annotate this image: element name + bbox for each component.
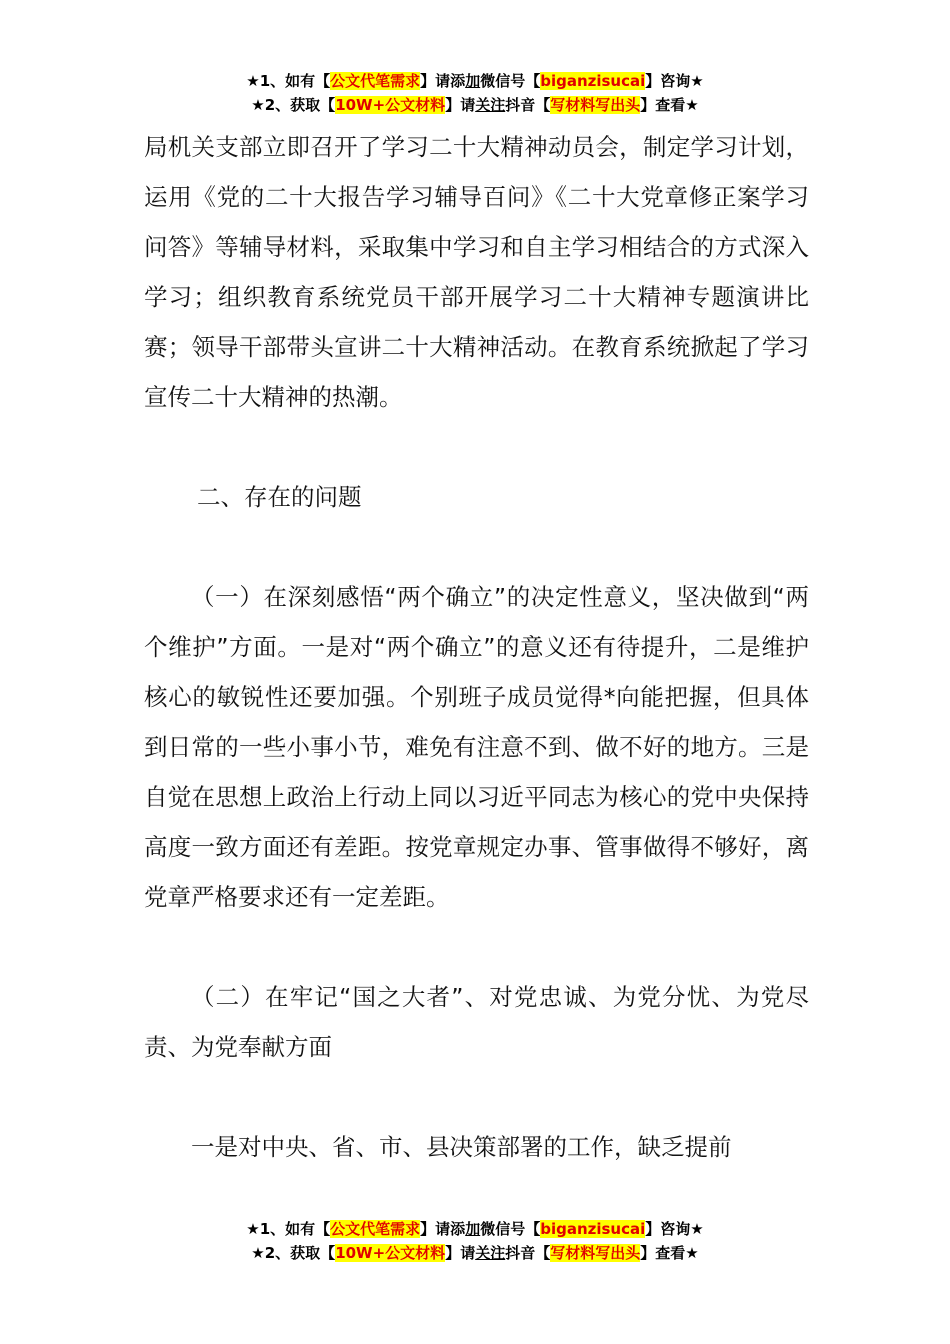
paragraph-1: 局机关支部立即召开了学习二十大精神动员会，制定学习计划，运用《党的二十大报告学习辅导百问》《二十大党章修正案学习问答》等辅导材料，采取集中学习和自主学习相结合的方式深入学习；组织教育系统党员干部开展学习二十大精神专题演讲比赛；领导干部带头宣讲二十大精神活动。在教育系统掀起了学习宣传二十大精神的热潮。 [144, 133, 809, 411]
douyin-account: 写材料写出头 [550, 1244, 641, 1262]
section-heading-problems: 二、存在的问题 [197, 483, 362, 511]
document-body [144, 122, 809, 1172]
wechat-id: biganzisucai [540, 72, 646, 90]
banner-line-1: ★1、如有【公文代笔需求】请添加微信号【biganzisucai】咨询★ [246, 72, 704, 90]
banner-highlight: 公文代笔需求 [330, 72, 421, 90]
banner-line-2: ★2、获取【10W+公文材料】请关注抖音【写材料写出头】查看★ [251, 96, 699, 114]
footer-banner-line-2: ★2、获取【10W+公文材料】请关注抖音【写材料写出头】查看★ [251, 1244, 699, 1262]
footer-banner-line-1: ★1、如有【公文代笔需求】请添加微信号【biganzisucai】咨询★ [246, 1220, 704, 1238]
paragraph-problem-2-body: 一是对中央、省、市、县决策部署的工作，缺乏提前 [191, 1133, 732, 1161]
banner-highlight: 10W+公文材料 [335, 96, 446, 114]
paragraph-problem-2-heading: （二）在牢记“国之大者”、对党忠诚、为党分忧、为党尽责、为党奉献方面 [144, 983, 809, 1061]
wechat-id: biganzisucai [540, 1220, 646, 1238]
banner-highlight: 公文代笔需求 [330, 1220, 421, 1238]
douyin-account: 写材料写出头 [550, 96, 641, 114]
banner-highlight: 10W+公文材料 [335, 1244, 446, 1262]
paragraph-problem-1: （一）在深刻感悟“两个确立”的决定性意义，坚决做到“两个维护”方面。一是对“两个确立”的意义还有待提升，二是维护核心的敏锐性还要加强。个别班子成员觉得*向能把握，但具体到日常的一些小事小节，难免有注意不到、做不好的地方。三是自觉在思想上政治上行动上同以习近平同志为核心的党中央保持高度一致方面还有差距。按党章规定办事、管事做得不够好，离党章严格要求还有一定差距。 [144, 583, 809, 911]
